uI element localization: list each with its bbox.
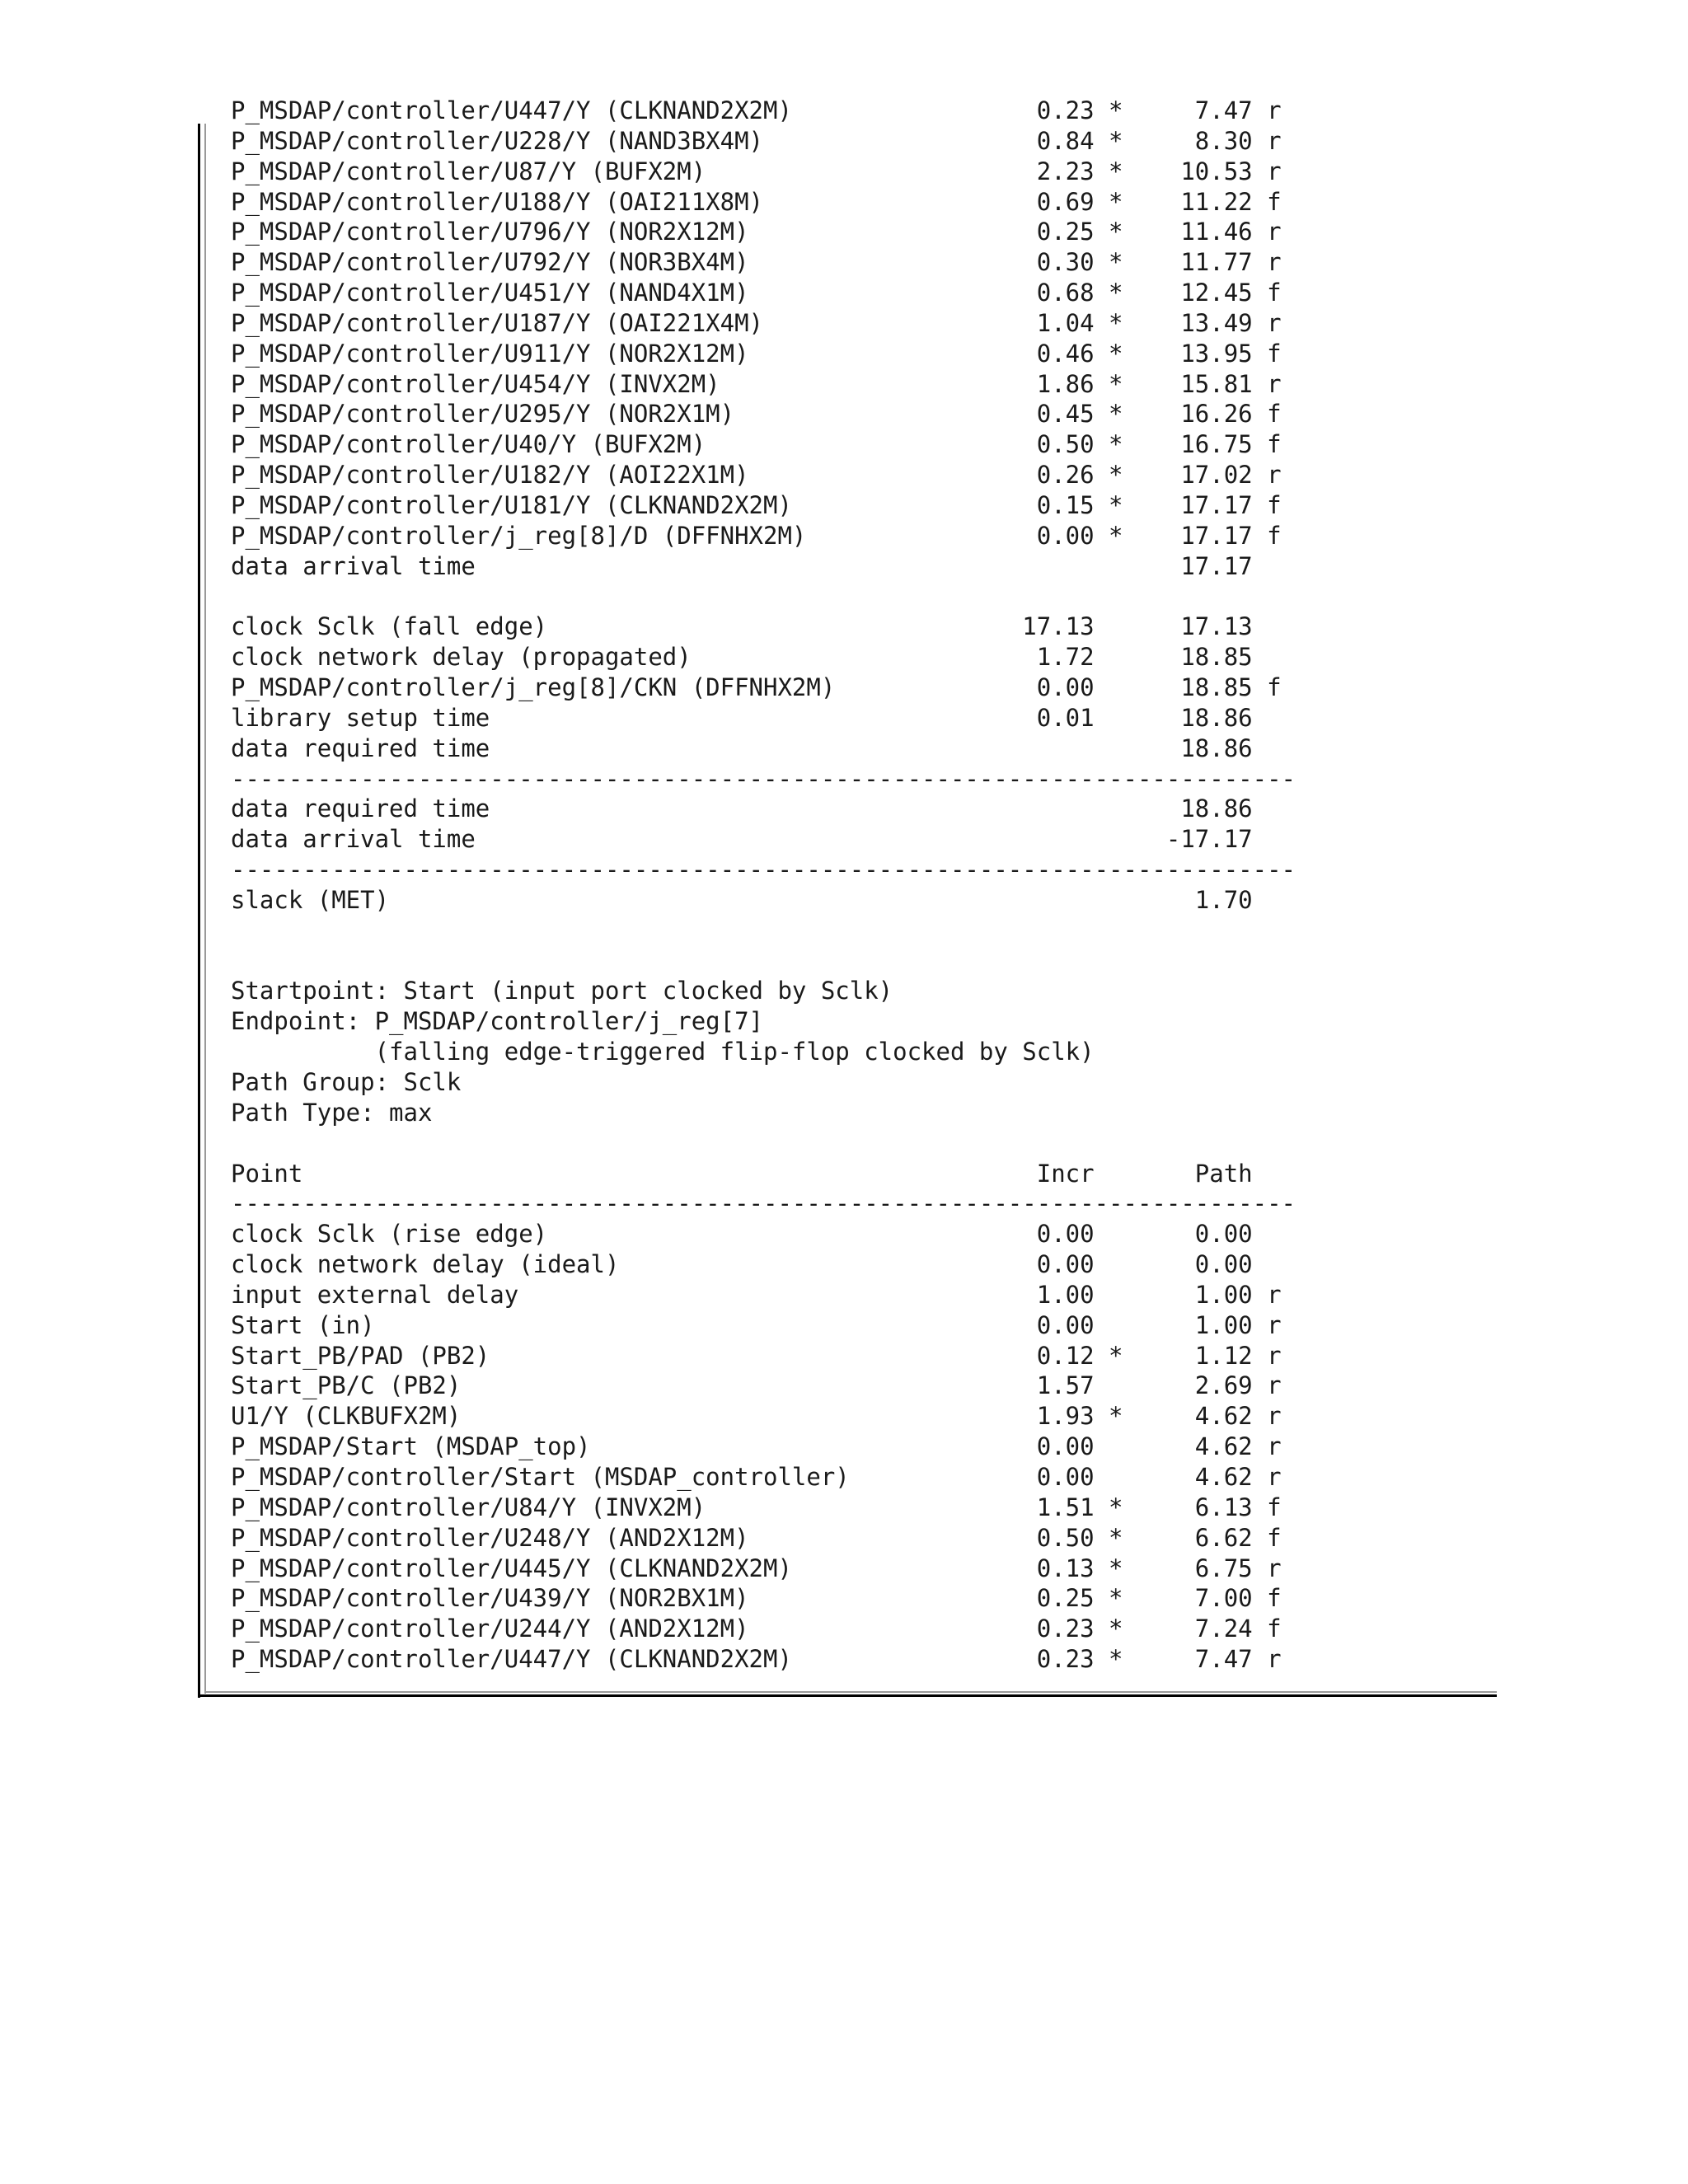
window-border-bottom <box>198 1694 1497 1697</box>
window-border-left <box>198 124 200 1698</box>
window-inner-border-left <box>204 124 206 1694</box>
window-inner-border-bottom <box>204 1691 1497 1693</box>
timing-report-text: P_MSDAP/controller/U447/Y (CLKNAND2X2M) 0.23 * 7.47 r P_MSDAP/controller/U228/Y (NAND3BX4M) 0.84 * 8.30 r P_MSDAP/controller/U87/Y (BUFX2M) 2.23 * 10.53 r P_MSDAP/controller/U188/Y (OAI211X8M) 0.69 * 11.22 f P_MSDAP/controller/U796/Y (NOR2X12M) 0.25 * 11.46 r P_MSDAP/controller/U792/Y (NOR3BX4M) 0.30 * 11.77 r P_MSDAP/controller/U451/Y (NAND4X1M) 0.68 * 12.45 f P_MSDAP/controller/U187/Y (OAI221X4M) 1.04 * 13.49 r P_MSDAP/controller/U911/Y (NOR2X12M) 0.46 * 13.95 f P_MSDAP/controller/U454/Y (INVX2M) 1.86 * 15.81 r P_MSDAP/controller/U295/Y (NOR2X1M) 0.45 * 16.26 f P_MSDAP/controller/U40/Y (BUFX2M) 0.50 * 16.75 f P_MSDAP/controller/U182/Y (AOI22X1M) 0.26 * 17.02 r P_MSDAP/controller/U181/Y (CLKNAND2X2M) 0.15 * 17.17 f P_MSDAP/controller/j_reg[8]/D (DFFNHX2M) 0.00 * 17.17 f data arrival time 17.17 clock Sclk (fall edge) 17.13 17.13 clock network delay (propagated) 1.72 18.85 P_MSDAP/controller/j_reg[8]/CKN (DFFNHX2M) 0.00 18.85 f library setup time 0.01 18.86 data required time 18.86 -------------------------------------------------------------------------- data required time 18.86 data arrival time -17.17 -------------------------------------------------------------------------- slack (MET) 1.70 Startpoint: Start (input port clocked by Sclk) Endpoint: P_MSDAP/controller/j_reg[7] (falling edge-triggered flip-flop clocked by Sclk) Path Group: Sclk Path Type: max Point Incr Path -------------------------------------------------------------------------- clock Sclk (rise edge) 0.00 0.00 clock network delay (ideal) 0.00 0.00 input external delay 1.00 1.00 r Start (in) 0.00 1.00 r Start_PB/PAD (PB2) 0.12 * 1.12 r Start_PB/C (PB2) 1.57 2.69 r U1/Y (CLKBUFX2M) 1.93 * 4.62 r P_MSDAP/Start (MSDAP_top) 0.00 4.62 r P_MSDAP/controller/Start (MSDAP_controller) 0.00 4.62 r P_MSDAP/controller/U84/Y (INVX2M) 1.51 * 6.13 f P_MSDAP/controller/U248/Y (AND2X12M) 0.50 * 6.62 f P_MSDAP/controller/U445/Y (CLKNAND2X2M) 0.13 * 6.75 r P_MSDAP/controller/U439/Y (NOR2BX1M) 0.25 * 7.00 f P_MSDAP/controller/U244/Y (AND2X12M) 0.23 * 7.24 f P_MSDAP/controller/U447/Y (CLKNAND2X2M) 0.23 * 7.47 r <box>231 96 1296 1674</box>
timing-report-window <box>198 96 1497 1698</box>
report-viewport[interactable] <box>231 96 1467 1690</box>
